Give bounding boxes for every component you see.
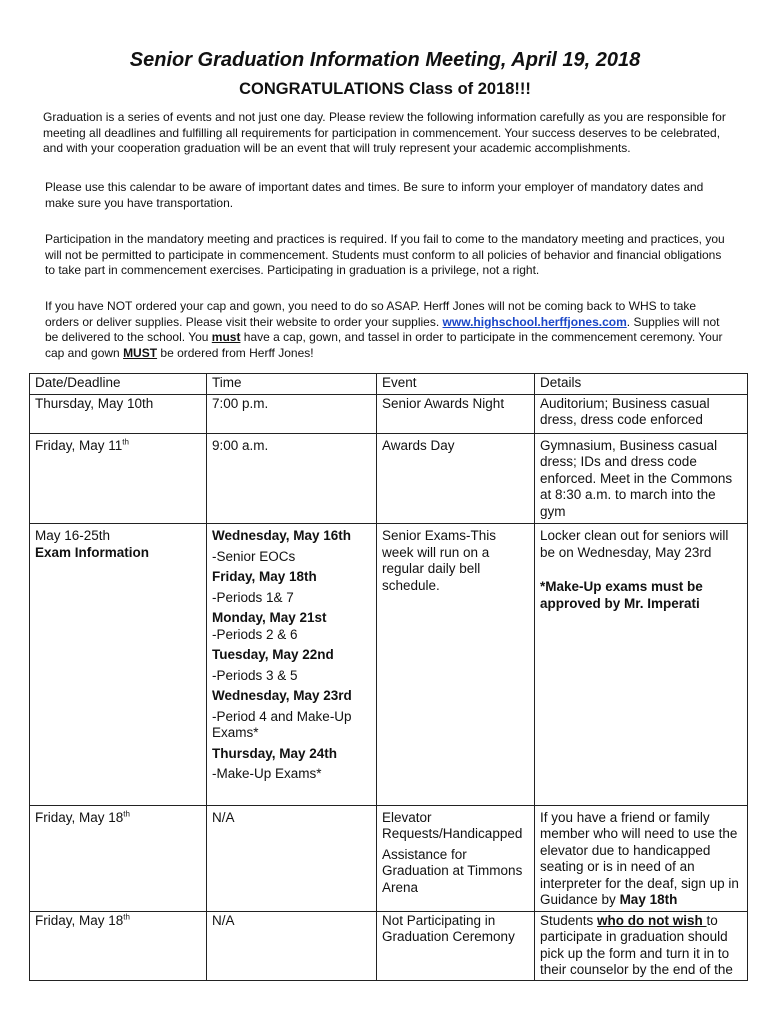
cap-gown-text-b: . Supplies will not be delivered to the school. You <box>45 314 720 344</box>
row5-time: N/A <box>207 911 377 980</box>
row3-locker-note: Locker clean out for seniors will be on Wednesday, May 23rd <box>540 528 729 560</box>
exam-periods: -Period 4 and Make-Up Exams* <box>212 708 352 740</box>
row5-date <box>30 911 207 980</box>
row4-deadline: May 18th <box>619 892 678 907</box>
cap-gown-text-d: be ordered from Herff Jones! <box>157 345 314 360</box>
exam-day: Monday, May 21st <box>212 610 327 625</box>
schedule-table <box>29 373 748 981</box>
exam-periods: -Make-Up Exams* <box>212 766 322 781</box>
row3-event: Senior Exams-This week will run on a regular daily bell schedule. <box>377 524 535 806</box>
exam-periods: -Periods 1& 7 <box>212 589 294 605</box>
row5-details-text-a: Students <box>540 912 598 928</box>
row1-time: 7:00 p.m. <box>207 394 377 433</box>
row2-details: Gymnasium, Business casual dress; IDs and dress code enforced. Meet in the Commons at 8:30 a.m. to march into the gym <box>535 433 748 524</box>
row3-exam-information: Exam Information <box>35 544 150 560</box>
cap-gown-paragraph <box>45 299 725 361</box>
header-details: Details <box>535 374 748 395</box>
table-row <box>30 805 748 911</box>
exam-day: Tuesday, May 22nd <box>212 647 334 662</box>
exam-day: Wednesday, May 16th <box>212 528 352 543</box>
row3-details <box>535 524 748 806</box>
must-emphasis-caps: MUST <box>123 345 158 360</box>
row4-date-suffix: th <box>123 809 130 818</box>
row2-date <box>30 433 207 524</box>
row1-details: Auditorium; Business casual dress, dress code enforced <box>535 394 748 433</box>
row3-date-range: May 16-25th <box>35 528 111 543</box>
header-event: Event <box>377 374 535 395</box>
row5-details-text-b: to participate in graduation should pick up the form and turn it in to their counselor by the end of the <box>540 912 733 977</box>
row3-makeup-note: *Make-Up exams must be approved by Mr. Imperati <box>540 579 703 611</box>
row4-date-text: Friday, May 18 <box>35 809 124 825</box>
row4-event-b: Assistance for Graduation at Timmons Arena <box>382 846 523 895</box>
header-date: Date/Deadline <box>30 374 207 395</box>
exam-day: Wednesday, May 23rd <box>212 688 352 703</box>
table-row <box>30 524 748 806</box>
intro-paragraph: Graduation is a series of events and not just one day. Please review the following information carefully as you are responsible for meeting all deadlines and fulfilling all requirements for participation in commencement. Your success deserves to be celebrated, and with your cooperation graduation will be an event that will truly represent your academic accomplishments. <box>43 110 726 155</box>
participation-paragraph: Participation in the mandatory meeting and practices is required. If you fail to come to the mandatory meeting and practices, you will not be permitted to participate in commencement. Students must conform to all policies of behavior and financial obligations to take part in commencement exercises. Participating in graduation is a privilege, not a right. <box>45 232 725 277</box>
must-emphasis: must <box>211 330 241 344</box>
row5-event: Not Participating in Graduation Ceremony <box>377 911 535 980</box>
table-row <box>30 433 748 524</box>
row5-date-suffix: th <box>123 912 130 921</box>
exam-periods: -Periods 3 & 5 <box>212 667 298 683</box>
row4-event <box>377 805 535 911</box>
row4-details <box>535 805 748 911</box>
table-row <box>30 911 748 980</box>
exam-periods: -Senior EOCs <box>212 548 296 564</box>
row1-date: Thursday, May 10th <box>30 394 207 433</box>
row1-event: Senior Awards Night <box>377 394 535 433</box>
row2-time: 9:00 a.m. <box>207 433 377 524</box>
table-header-row <box>30 374 748 395</box>
row4-event-a: Elevator Requests/Handicapped <box>382 809 523 841</box>
row5-who-do-not-wish: who do not wish <box>597 912 707 928</box>
row4-time: N/A <box>207 805 377 911</box>
cap-gown-text-c: have a cap, gown, and tassel in order to participate in the commencement ceremony. Your cap and gown <box>45 330 723 360</box>
row3-date <box>30 524 207 806</box>
cap-gown-text-a: If you have NOT ordered your cap and gown, you need to do so ASAP. Herff Jones will not be coming back to WHS to take orders or deliver supplies. Please visit their website to order your supplies. <box>45 299 697 329</box>
herff-jones-link[interactable]: www.highschool.herffjones.com <box>442 314 627 329</box>
page-subtitle: CONGRATULATIONS Class of 2018!!! <box>239 80 531 98</box>
row4-details-text: If you have a friend or family member who will need to use the elevator due to handicapped seating or is in need of an interpreter for the deaf, sign up in Guidance by <box>540 809 739 907</box>
exam-day: Friday, May 18th <box>212 569 317 584</box>
row3-exam-schedule <box>207 524 377 806</box>
row2-date-text: Friday, May 11 <box>35 437 123 453</box>
table-row <box>30 394 748 433</box>
exam-periods: -Periods 2 & 6 <box>212 626 298 642</box>
row4-date <box>30 805 207 911</box>
row2-event: Awards Day <box>377 433 535 524</box>
row5-date-text: Friday, May 18 <box>35 912 124 928</box>
header-time: Time <box>207 374 377 395</box>
page-title: Senior Graduation Information Meeting, April 19, 2018 <box>129 49 641 71</box>
exam-day: Thursday, May 24th <box>212 745 338 761</box>
calendar-paragraph: Please use this calendar to be aware of important dates and times. Be sure to inform your employer of mandatory dates and make sure you have transportation. <box>45 180 704 210</box>
row2-date-suffix: th <box>122 437 129 446</box>
row5-details <box>535 911 748 980</box>
